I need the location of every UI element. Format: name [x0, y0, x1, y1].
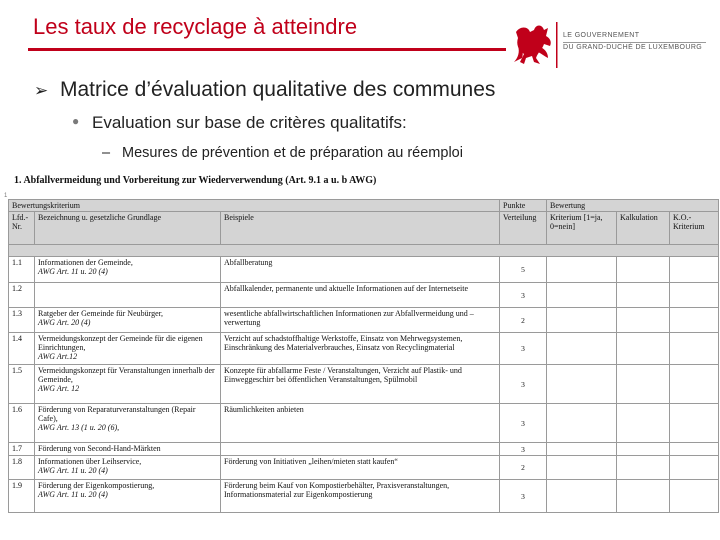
row-example: Förderung von Initiativen „leihen/mieten statt kaufen“ [221, 456, 500, 480]
margin-mark: 1 [4, 193, 8, 199]
bullet-level-2 [72, 113, 407, 133]
table-row [9, 257, 719, 283]
header-criterion-value: Kriterium [1=ja, 0=nein] [547, 212, 617, 245]
header-examples: Beispiele [221, 212, 500, 245]
row-name [35, 365, 221, 404]
header-criterion: Bewertungskriterium [9, 200, 500, 212]
arrow-bullet-icon: ➢ [34, 81, 49, 100]
red-lion-icon [508, 18, 560, 72]
row-points: 3 [500, 404, 547, 443]
slide-title: Les taux de recyclage à atteindre [33, 14, 358, 39]
row-ko [670, 333, 719, 365]
row-example: Verzicht auf schadstoffhaltige Werkstoffe, Einsatz von Mehrwegsystemen, Einschränkung des Materialverbrauches, Einsatz von Recyclingmaterial [221, 333, 500, 365]
dash-bullet-icon: – [102, 145, 111, 161]
row-calculation [617, 443, 670, 456]
row-points: 3 [500, 443, 547, 456]
dot-bullet-icon: ● [72, 114, 80, 128]
row-name-text: Informationen der Gemeinde, [38, 258, 133, 267]
row-law: AWG Art. 11 u. 20 (4) [38, 490, 108, 499]
row-ko [670, 404, 719, 443]
row-criterion [547, 480, 617, 513]
row-points: 3 [500, 480, 547, 513]
row-number: 1.3 [9, 308, 35, 333]
row-example: Abfallberatung [221, 257, 500, 283]
header-rating: Bewertung [547, 200, 719, 212]
row-example: wesentliche abfallwirtschaftlichen Informationen zur Abfallvermeidung und –verwertung [221, 308, 500, 333]
row-calculation [617, 283, 670, 308]
table-subheader-row [9, 212, 719, 245]
section-label [9, 245, 719, 257]
row-number: 1.4 [9, 333, 35, 365]
row-ko [670, 283, 719, 308]
row-name [35, 456, 221, 480]
row-criterion [547, 257, 617, 283]
row-number: 1.9 [9, 480, 35, 513]
header-ko-criterion: K.O.-Kriterium [670, 212, 719, 245]
row-calculation [617, 257, 670, 283]
header-points: Punkte [500, 200, 547, 212]
row-calculation [617, 480, 670, 513]
table-row [9, 283, 719, 308]
document-heading: 1. Abfallvermeidung und Vorbereitung zur Wiederverwendung (Art. 9.1 a u. b AWG) [14, 175, 377, 186]
row-name [35, 308, 221, 333]
table-row [9, 365, 719, 404]
row-law: AWG Art. 11 u. 20 (4) [38, 466, 108, 475]
row-number: 1.8 [9, 456, 35, 480]
row-ko [670, 308, 719, 333]
row-points: 2 [500, 308, 547, 333]
government-line-1: LE GOUVERNEMENT [563, 32, 640, 39]
row-example: Konzepte für abfallarme Feste / Veranstaltungen, Verzicht auf Plastik- und Einweggeschirr bei öffentlichen Veranstaltungen, Spülmobil [221, 365, 500, 404]
row-calculation [617, 404, 670, 443]
header-nr: Lfd.-Nr. [9, 212, 35, 245]
table-row [9, 333, 719, 365]
row-name-text: Förderung von Second-Hand-Märkten [38, 444, 161, 453]
row-law: AWG Art.12 [38, 352, 78, 361]
row-ko [670, 480, 719, 513]
row-criterion [547, 365, 617, 404]
row-ko [670, 365, 719, 404]
row-name [35, 333, 221, 365]
row-criterion [547, 333, 617, 365]
row-points: 5 [500, 257, 547, 283]
row-example: Förderung beim Kauf von Kompostierbehälter, Praxisveranstaltungen, Informationsmaterial zur Eigenkompostierung [221, 480, 500, 513]
bullet-level-3 [102, 145, 463, 161]
row-name [35, 257, 221, 283]
row-example [221, 443, 500, 456]
bullet-level-2-text: Evaluation sur base de critères qualitatifs: [92, 113, 407, 132]
row-name [35, 443, 221, 456]
government-line-2: DU GRAND-DUCHÉ DE LUXEMBOURG [563, 44, 703, 51]
row-law: AWG Art. 13 (1 u. 20 (6), [38, 423, 120, 432]
row-points: 3 [500, 283, 547, 308]
row-name-text: Informationen über Leihservice, [38, 457, 142, 466]
row-number: 1.2 [9, 283, 35, 308]
row-criterion [547, 404, 617, 443]
row-calculation [617, 365, 670, 404]
row-name-text: Vermeidungskonzept der Gemeinde für die eigenen Einrichtungen, [38, 334, 203, 352]
row-ko [670, 257, 719, 283]
row-example: Räumlichkeiten anbieten [221, 404, 500, 443]
row-calculation [617, 308, 670, 333]
header-distribution: Verteilung [500, 212, 547, 245]
row-calculation [617, 333, 670, 365]
row-criterion [547, 456, 617, 480]
row-criterion [547, 283, 617, 308]
row-ko [670, 443, 719, 456]
title-underline [28, 48, 506, 51]
row-points: 3 [500, 365, 547, 404]
row-criterion [547, 308, 617, 333]
header-calculation: Kalkulation [617, 212, 670, 245]
criteria-table [8, 199, 719, 513]
row-number: 1.6 [9, 404, 35, 443]
row-ko [670, 456, 719, 480]
row-name [35, 283, 221, 308]
row-name-text: Ratgeber der Gemeinde für Neubürger, [38, 309, 164, 318]
row-name [35, 480, 221, 513]
row-name-text: Vermeidungskonzept für Veranstaltungen innerhalb der Gemeinde, [38, 366, 215, 384]
row-points: 3 [500, 333, 547, 365]
row-criterion [547, 443, 617, 456]
bullet-level-1-text: Matrice d’évaluation qualitative des communes [60, 78, 496, 101]
row-number: 1.5 [9, 365, 35, 404]
row-example: Abfallkalender, permanente und aktuelle Informationen auf der Internetseite [221, 283, 500, 308]
table-body [9, 257, 719, 513]
row-points: 2 [500, 456, 547, 480]
table-row [9, 480, 719, 513]
government-divider [563, 42, 706, 43]
bullet-level-3-text: Mesures de prévention et de préparation au réemploi [122, 145, 463, 161]
row-calculation [617, 456, 670, 480]
row-law: AWG Art. 11 u. 20 (4) [38, 267, 108, 276]
row-name-text: Förderung von Reparaturveranstaltungen (Repair Cafe), [38, 405, 196, 423]
row-number: 1.7 [9, 443, 35, 456]
table-row [9, 443, 719, 456]
row-name-text: Förderung der Eigenkompostierung, [38, 481, 155, 490]
row-law: AWG Art. 20 (4) [38, 318, 91, 327]
row-name [35, 404, 221, 443]
bullet-level-1 [34, 78, 495, 102]
table-row [9, 404, 719, 443]
row-law: AWG Art. 12 [38, 384, 80, 393]
table-row [9, 308, 719, 333]
row-number: 1.1 [9, 257, 35, 283]
table-header-row [9, 200, 719, 212]
header-name: Bezeichnung u. gesetzliche Grundlage [35, 212, 221, 245]
section-row [9, 245, 719, 257]
table-row [9, 456, 719, 480]
